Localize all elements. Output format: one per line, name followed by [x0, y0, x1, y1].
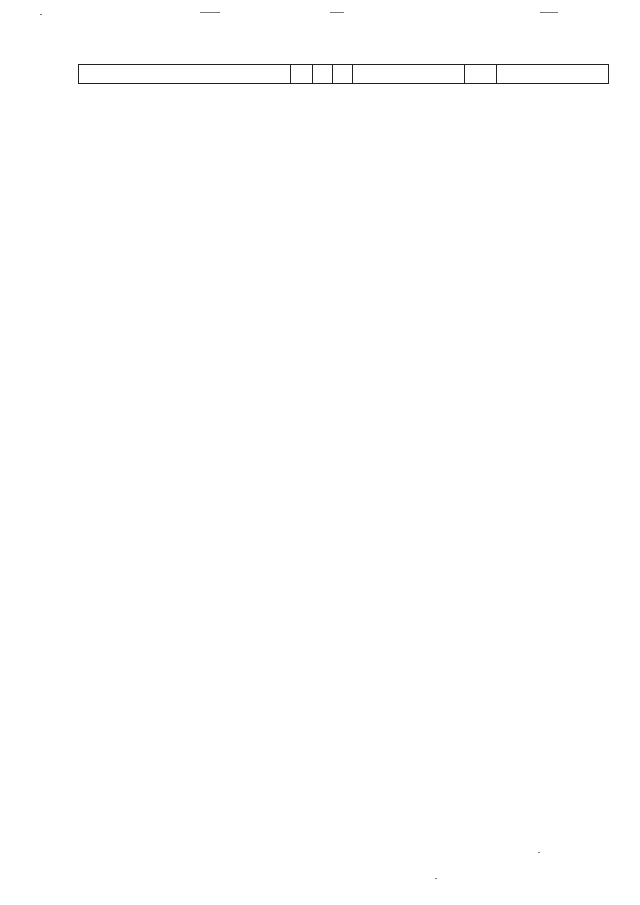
table-header [78, 64, 609, 84]
header-col-1 [79, 65, 291, 83]
scan-speck [40, 14, 42, 15]
scan-speck [330, 12, 344, 13]
header-col-6 [465, 65, 497, 83]
header-col-2 [291, 65, 313, 83]
scan-speck [435, 878, 437, 879]
scan-speck [540, 12, 558, 13]
header-col-7 [497, 65, 608, 83]
header-col-5 [353, 65, 465, 83]
scan-speck [538, 852, 540, 853]
scan-speck [200, 12, 220, 13]
header-col-3 [313, 65, 333, 83]
header-col-4 [333, 65, 353, 83]
